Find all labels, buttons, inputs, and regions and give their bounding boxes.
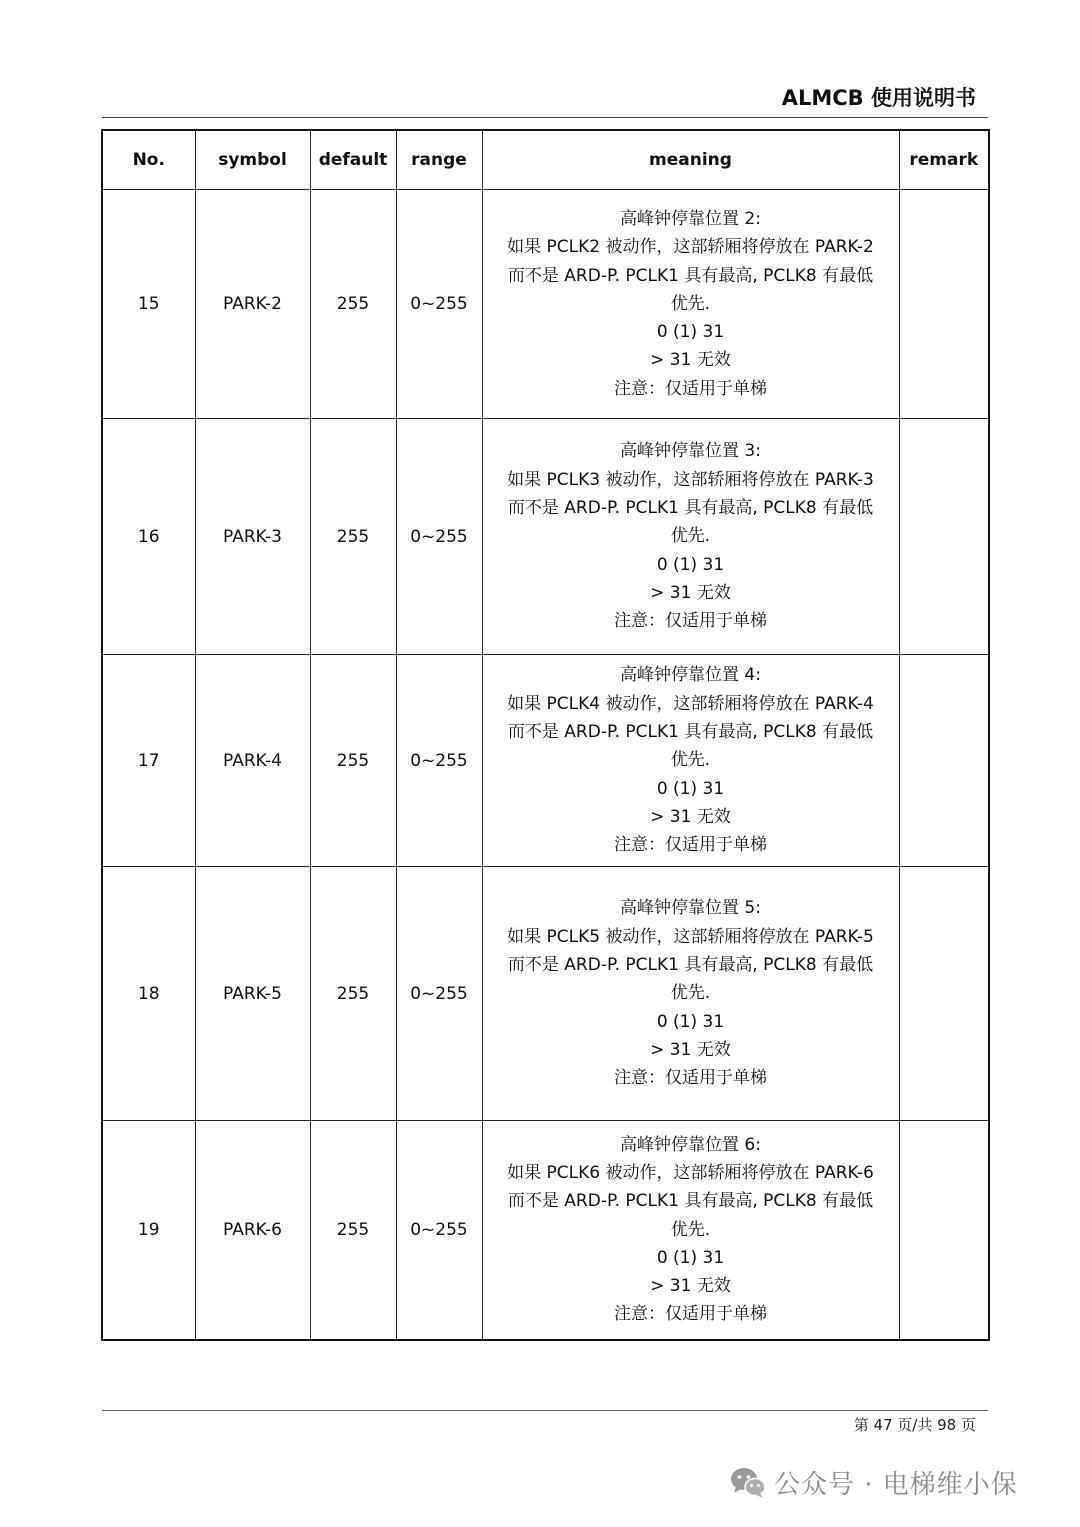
cell-default: 255 xyxy=(310,1121,396,1340)
watermark xyxy=(728,1462,1018,1502)
watermark-text: 公众号 · 电梯维小保 xyxy=(774,1469,1018,1500)
cell-remark xyxy=(899,190,989,419)
meaning-line: 0 (1) 31 xyxy=(656,778,725,799)
meaning-line: 注意：仅适用于单梯 xyxy=(614,611,767,632)
meaning-line: 如果 PCLK4 被动作，这部轿厢将停放在 PARK-4 xyxy=(507,693,874,714)
cell-range: 0~255 xyxy=(396,419,482,655)
cell-meaning xyxy=(482,190,899,419)
meaning-line: 而不是 ARD-P. PCLK1 具有最高, PCLK8 有最低 xyxy=(507,1191,874,1212)
meaning-line: 而不是 ARD-P. PCLK1 具有最高, PCLK8 有最低 xyxy=(507,265,874,286)
meaning-line: > 31 无效 xyxy=(650,350,731,371)
cell-no: 15 xyxy=(102,190,195,419)
cell-no: 19 xyxy=(102,1121,195,1340)
meaning-line: 0 (1) 31 xyxy=(656,554,725,575)
page-number: 第 47 页/共 98 页 xyxy=(853,1416,976,1434)
meaning-line: 高峰钟停靠位置 2: xyxy=(620,208,761,229)
cell-symbol: PARK-6 xyxy=(195,1121,310,1340)
footer-divider xyxy=(102,1410,988,1411)
cell-default: 255 xyxy=(310,655,396,867)
meaning-line: 如果 PCLK6 被动作，这部轿厢将停放在 PARK-6 xyxy=(507,1163,874,1183)
cell-no: 18 xyxy=(102,867,195,1121)
cell-meaning xyxy=(482,419,899,655)
cell-symbol: PARK-5 xyxy=(195,867,310,1121)
cell-range: 0~255 xyxy=(396,655,482,867)
table-row xyxy=(102,190,989,419)
column-header-range: range xyxy=(396,130,482,190)
column-header-symbol: symbol xyxy=(195,130,310,190)
cell-default: 255 xyxy=(310,867,396,1121)
cell-range: 0~255 xyxy=(396,1121,482,1340)
table-row xyxy=(102,655,989,867)
cell-default: 255 xyxy=(310,190,396,419)
cell-symbol: PARK-2 xyxy=(195,190,310,419)
meaning-line: 如果 PCLK3 被动作，这部轿厢将停放在 PARK-3 xyxy=(507,469,874,490)
document-title: ALMCB 使用说明书 xyxy=(781,86,976,110)
column-header-meaning: meaning xyxy=(482,130,899,190)
meaning-line: > 31 无效 xyxy=(650,1276,731,1297)
cell-symbol: PARK-4 xyxy=(195,655,310,867)
cell-remark xyxy=(899,867,989,1121)
meaning-line: 0 (1) 31 xyxy=(656,1011,725,1032)
table-row xyxy=(102,419,989,655)
meaning-line: 优先. xyxy=(670,526,711,547)
meaning-line: 优先. xyxy=(670,293,711,314)
meaning-line: 0 (1) 31 xyxy=(656,322,725,343)
cell-remark xyxy=(899,1121,989,1340)
meaning-line: 高峰钟停靠位置 3: xyxy=(620,441,761,462)
meaning-line: 注意：仅适用于单梯 xyxy=(614,378,767,399)
meaning-line: 优先. xyxy=(670,750,711,771)
cell-remark xyxy=(899,419,989,655)
cell-remark xyxy=(899,655,989,867)
meaning-line: 注意：仅适用于单梯 xyxy=(614,1068,767,1089)
parameter-table xyxy=(101,129,990,1341)
cell-symbol: PARK-3 xyxy=(195,419,310,655)
cell-default: 255 xyxy=(310,419,396,655)
meaning-line: > 31 无效 xyxy=(650,806,731,827)
meaning-line: 高峰钟停靠位置 5: xyxy=(620,898,761,919)
table-header-row xyxy=(102,130,989,190)
meaning-line: 优先. xyxy=(670,1219,711,1240)
cell-meaning xyxy=(482,655,899,867)
meaning-line: 注意：仅适用于单梯 xyxy=(614,835,767,856)
table-row xyxy=(102,1121,989,1340)
meaning-line: 如果 PCLK2 被动作，这部轿厢将停放在 PARK-2 xyxy=(507,237,874,258)
meaning-line: 而不是 ARD-P. PCLK1 具有最高, PCLK8 有最低 xyxy=(507,955,874,976)
cell-no: 17 xyxy=(102,655,195,867)
meaning-line: 注意：仅适用于单梯 xyxy=(614,1304,767,1325)
meaning-line: 0 (1) 31 xyxy=(656,1247,725,1268)
column-header-default: default xyxy=(310,130,396,190)
table-row xyxy=(102,867,989,1121)
header-divider xyxy=(102,117,988,118)
column-header-no: No. xyxy=(102,130,195,190)
meaning-line: 优先. xyxy=(670,983,711,1004)
meaning-line: 高峰钟停靠位置 4: xyxy=(620,665,761,686)
meaning-line: 如果 PCLK5 被动作，这部轿厢将停放在 PARK-5 xyxy=(507,926,874,947)
meaning-line: 而不是 ARD-P. PCLK1 具有最高, PCLK8 有最低 xyxy=(507,722,874,743)
cell-meaning xyxy=(482,1121,899,1340)
cell-no: 16 xyxy=(102,419,195,655)
cell-range: 0~255 xyxy=(396,190,482,419)
meaning-line: > 31 无效 xyxy=(650,1039,731,1060)
cell-range: 0~255 xyxy=(396,867,482,1121)
cell-meaning xyxy=(482,867,899,1121)
meaning-line: 高峰钟停靠位置 6: xyxy=(620,1134,761,1155)
meaning-line: 而不是 ARD-P. PCLK1 具有最高, PCLK8 有最低 xyxy=(507,498,874,519)
meaning-line: > 31 无效 xyxy=(650,582,731,603)
wechat-icon xyxy=(728,1462,768,1502)
column-header-remark: remark xyxy=(899,130,989,190)
